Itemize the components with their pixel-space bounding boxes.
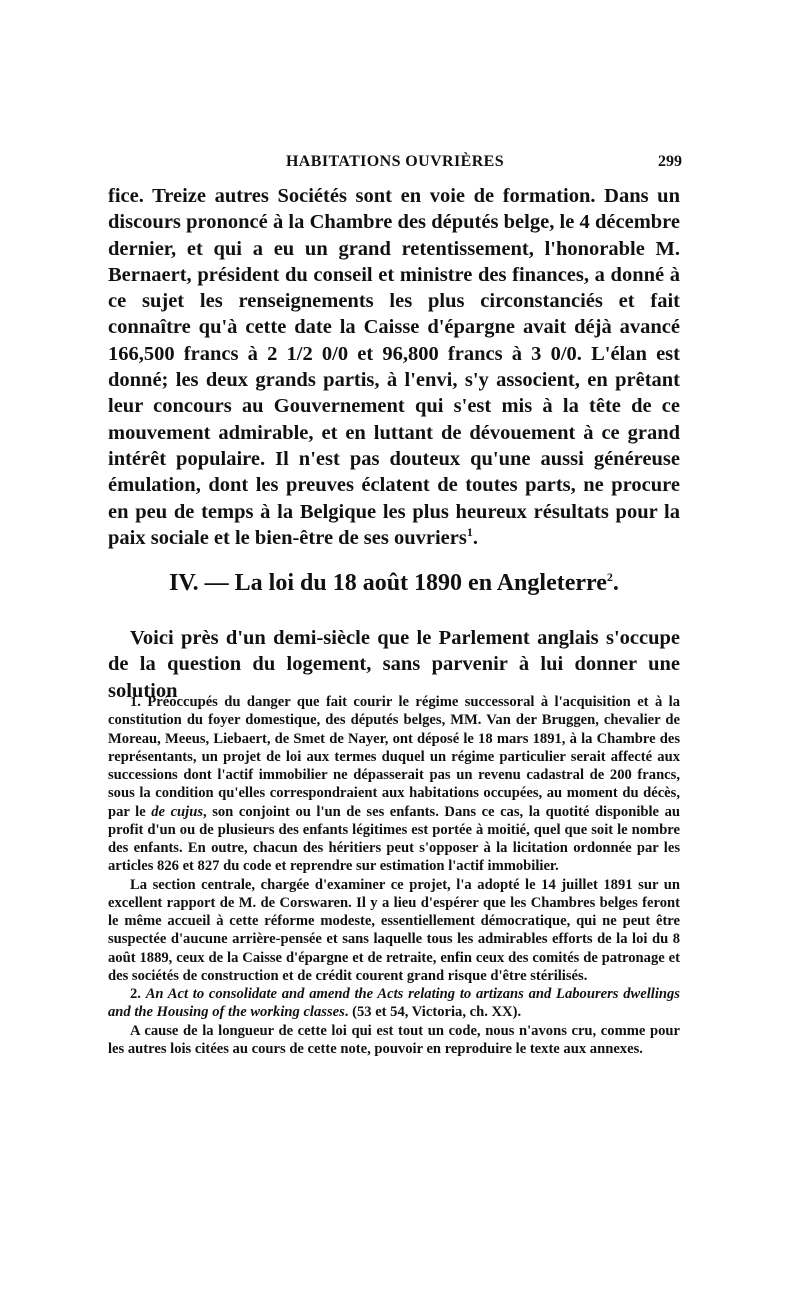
- footnote-2-number: 2.: [130, 986, 146, 1002]
- footnote-ref-1[interactable]: 1: [466, 525, 473, 540]
- footnote-1: [108, 693, 680, 876]
- footnote-2-continuation: A cause de la longueur de cette loi qui est tout un code, nous n'avons cru, comme pour les autres lois citées au cours de cette note, pouvoir en reproduire le texte aux annexes.: [108, 1022, 680, 1057]
- footnote-1-text-end: , son conjoint ou l'un de ses enfants. Dans ce cas, la quotité disponible au profit d'un ou de plusieurs des enfants légitimes est portée à moitié, quel que soit le nombre des enfants. En outre, chacun des héritiers peut s'opposer à la licitation ordonnée par les articles 826 et 827 du code et reprendre sur estimation l'actif immobilier.: [108, 803, 680, 875]
- section-paragraph: Voici près d'un demi-siècle que le Parlement anglais s'occupe de la question du logement, sans parvenir à lui donner une solution: [108, 627, 680, 702]
- body-text: [108, 183, 680, 551]
- footnote-2-citation: . (53 et 54, Victoria, ch. XX).: [344, 1004, 522, 1021]
- body-paragraph-text: fice. Treize autres Sociétés sont en voie de formation. Dans un discours prononcé à la Chambre des députés belge, le 4 décembre dernier, et qui a eu un grand retentissement, l'honorable M. Bernaert, président du conseil et ministre des finances, a donné à ce sujet les renseignements les plus circonstanciés et fait connaître qu'à cette date la Caisse d'épargne avait déjà avancé 166,500 francs à 2 1/2 0/0 et 96,800 francs à 3 0/0. L'élan est donné; les deux grands partis, à l'envi, s'y associent, en prêtant leur concours au Gouvernement qui s'est mis à la tête de ce mouvement admirable, et en luttant de dévouement à ce grand intérêt populaire. Il n'est pas douteux qu'une aussi généreuse émulation, dont les preuves éclatent de toutes parts, ne procure en peu de temps à la Belgique les plus heureux résultats pour la paix sociale et le bien-être de ses ouvriers: [108, 185, 680, 549]
- page-header: [108, 153, 682, 177]
- footnotes: [108, 693, 680, 1058]
- body-paragraph: [108, 183, 680, 551]
- footnote-2: [108, 985, 680, 1022]
- section-heading-end: .: [612, 570, 619, 596]
- footnote-1-italic: de cujus: [151, 803, 204, 820]
- footnote-2-act-title: An Act to consolidate and amend the Acts relating to artizans and Labourers dwellings and the Housing of the working classes: [108, 986, 680, 1021]
- running-head: HABITATIONS OUVRIÈRES: [285, 153, 505, 170]
- section-heading: [108, 570, 680, 597]
- footnote-1-text: 1. Préoccupés du danger que fait courir le régime successoral à l'acquisition et à la constitution du foyer domestique, des députés belges, MM. Van der Bruggen, chevalier de Moreau, Meeus, Liebaert, de Smet de Nayer, ont déposé le 18 mars 1891, à la Chambre des représentants, un projet de loi aux termes duquel un régime particulier serait affecté aux successions dont l'actif immobilier ne dépasserait pas un revenu cadastral de 200 francs, sous la condition qu'elles correspondraient aux habitations occupées, au moment du décès, par le: [108, 694, 680, 820]
- page-number: 299: [658, 153, 682, 170]
- body-paragraph-end: .: [472, 526, 478, 549]
- footnote-ref-2[interactable]: 2: [606, 570, 613, 584]
- section-heading-text: IV. — La loi du 18 août 1890 en Angleterre: [169, 570, 607, 596]
- footnote-1-continuation: La section centrale, chargée d'examiner ce projet, l'a adopté le 14 juillet 1891 sur un excellent rapport de M. de Corswaren. Il y a lieu d'espérer que les Chambres belges feront le même accueil à cette réforme modeste, essentiellement démocratique, qui ne peut être suspectée d'aucune arrière-pensée et sans laquelle tous les admirables efforts de la loi du 8 août 1889, ceux de la Caisse d'épargne et de retraite, enfin ceux des comités de patronage et des sociétés de construction et de crédit courent grand risque d'être stérilisés.: [108, 876, 680, 984]
